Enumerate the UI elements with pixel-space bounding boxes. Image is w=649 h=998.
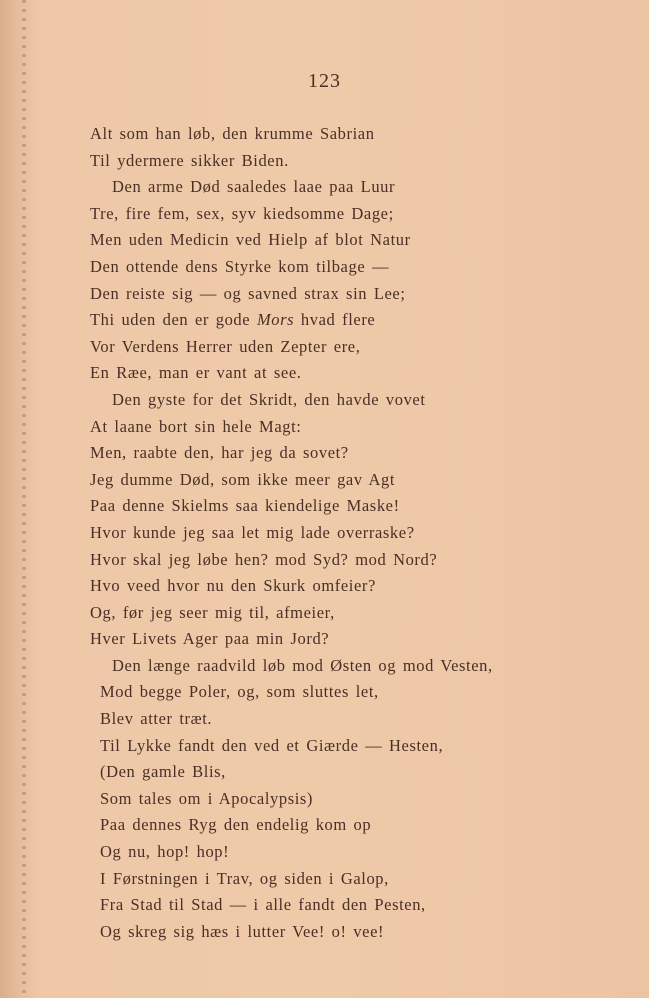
poem-line: Alt som han løb, den krumme Sabrian xyxy=(90,124,375,143)
poem-line: Vor Verdens Herrer uden Zepter ere, xyxy=(90,336,361,356)
poem-line: Som tales om i Apocalypsis) xyxy=(100,788,314,808)
poem-line: Den ottende dens Styrke kom tilbage — xyxy=(90,256,390,276)
poem-line: Tre, fire fem, sex, syv kiedsomme Dage; xyxy=(90,203,394,223)
poem-text xyxy=(90,121,630,945)
poem-line: Og nu, hop! hop! xyxy=(100,842,230,862)
poem-line: Den gyste for det Skridt, den havde vovet xyxy=(112,389,426,409)
poem-line: Jeg dumme Død, som ikke meer gav Agt xyxy=(90,469,396,489)
poem-line: Til Lykke fandt den ved et Giærde — Hesten, xyxy=(100,735,444,755)
poem-line: Den arme Død saaledes laae paa Luur xyxy=(112,177,396,197)
poem-line: Men uden Medicin ved Hielp af blot Natur xyxy=(90,230,411,250)
poem-line: Hvor kunde jeg saa let mig lade overraske? xyxy=(90,522,415,542)
poem-line: Blev atter træt. xyxy=(100,709,213,729)
poem-line: Og, før jeg seer mig til, afmeier, xyxy=(90,602,335,622)
poem-line: (Den gamle Blis, xyxy=(100,762,226,782)
poem-line: Hvor skal jeg løbe hen? mod Syd? mod Nord? xyxy=(90,549,438,569)
poem-line: Hver Livets Ager paa min Jord? xyxy=(90,629,330,649)
italic-word: Mors xyxy=(256,310,295,330)
poem-line: Paa denne Skielms saa kiendelige Maske! xyxy=(90,496,400,516)
binding-gutter xyxy=(22,0,26,998)
poem-line: En Ræe, man er vant at see. xyxy=(90,363,302,383)
poem-line: I Førstningen i Trav, og siden i Galop, xyxy=(100,868,389,888)
poem-line: Mod begge Poler, og, som sluttes let, xyxy=(100,682,379,702)
poem-line: Den længe raadvild løb mod Østen og mod Vesten, xyxy=(112,655,493,675)
poem-line: Paa dennes Ryg den endelig kom op xyxy=(100,815,372,835)
poem-line: At laane bort sin hele Magt: xyxy=(90,416,302,436)
poem-line: Til ydermere sikker Biden. xyxy=(90,150,289,170)
page-number: 123 xyxy=(308,70,341,92)
poem-line: Men, raabte den, har jeg da sovet? xyxy=(90,443,349,463)
poem-line: Den reiste sig — og savned strax sin Lee; xyxy=(90,283,406,303)
poem-line: Og skreg sig hæs i lutter Vee! o! vee! xyxy=(100,921,385,941)
poem-line: Fra Stad til Stad — i alle fandt den Pesten, xyxy=(100,895,426,915)
poem-line xyxy=(90,307,630,334)
poem-line-part: Thi uden den er gode xyxy=(90,310,257,330)
poem-line: Hvo veed hvor nu den Skurk omfeier? xyxy=(90,576,376,596)
poem-line-part: hvad flere xyxy=(294,310,376,330)
